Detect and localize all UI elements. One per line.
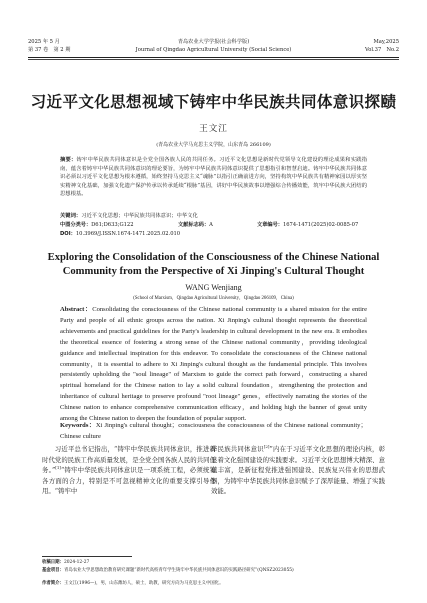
author-name-cn: 王文江 xyxy=(199,124,228,134)
header-volume-en: Vol.37 No.2 xyxy=(364,47,399,53)
clc-code xyxy=(60,222,134,230)
citation-ref-2[interactable]: [2] xyxy=(263,443,270,449)
fund-label: 基金项目： xyxy=(42,568,64,573)
abstract-en-label: Abstract： xyxy=(60,306,93,313)
body-left-text: 习近平总书记指出，“铸牢中华民族共同体意识，推进新时代党的民族工作高质量发展，是全党全国各族人民的共同任务。” xyxy=(42,445,216,475)
keywords-cn xyxy=(60,212,367,220)
footnote-fund xyxy=(42,568,385,575)
author-bio-text: 王文江(1996—)，男，山东潍坊人，硕士，助教，研究方向为马克思主义中国化。 xyxy=(63,581,224,586)
doc-label: 文献标志码： xyxy=(178,222,210,228)
article-title-en: Exploring the Consolidation of the Consciousness of the Chinese National Community from the Perspective of Xi Jinping's Cultural Thought xyxy=(47,252,380,277)
received-date: 2024-12-27 xyxy=(63,560,90,565)
header-volume-cn: 第 37 卷 第 2 期 xyxy=(28,47,71,53)
header-date-en: May,2025 xyxy=(373,39,399,45)
article-title-cn: 习近平文化思想视域下铸牢中华民族共同体意识探赜 xyxy=(30,93,397,111)
keywords-cn-label: 关键词： xyxy=(60,213,82,219)
doi-value[interactable]: 10.3969/J.ISSN.1674-1471.2025.02.010 xyxy=(75,231,181,237)
author-bio-label: 作者简介： xyxy=(42,581,64,586)
abstract-cn xyxy=(60,156,367,199)
footnote-received xyxy=(42,560,385,567)
abstract-cn-text: 铸牢中华民族共同体意识是全党全国各族人民的共同任务。习近平文化思想是新时代党领导文化建设的理论成果和实践指南，蕴含着铸牢中华民族共同体意识的理论要旨，为铸牢中华民族共同体意识提供了思想指引和智慧启迪。铸牢中华民族共同体意识必须以习近平文化思想为根本遵循，始终坚持马克思主义“魂脉”以指引正确前进方向，坚持构筑中华民族共有精神家园以厚实坚实精神文化基础，加强文化遗产保护传承以传承延续“根脉”基因，讲好中华民族故事以增强综合传播效能，筑牢中华民族大团结的思想根基。 xyxy=(60,157,367,198)
header-rule-thin xyxy=(28,59,399,60)
doi-row xyxy=(60,231,367,239)
classification-row xyxy=(60,222,367,230)
affiliation-cn: (青岛农业大学马克思主义学院，山东青岛 266109) xyxy=(156,142,271,148)
keywords-cn-text: 习近平文化思想；中华民族共同体意识；中华文化 xyxy=(81,213,198,219)
keywords-en-text: Xi Jinping's cultural thought；consciousness the consciousness of the Chinese national community；Chinese culture xyxy=(60,422,367,440)
header-journal-cn: 青岛农业大学学报(社会科学版) xyxy=(177,39,250,45)
clc-value: D61;D633;G122 xyxy=(91,222,134,228)
body-column-right xyxy=(211,444,385,497)
doi-label: DOI： xyxy=(60,231,76,237)
document-code xyxy=(178,222,213,230)
header-date-cn: 2025 年 5 月 xyxy=(28,39,60,45)
header-journal-en: Journal of Qingdao Agricultural University (Social Science) xyxy=(135,47,292,53)
journal-header xyxy=(28,38,399,62)
article-label: 文章编号： xyxy=(257,222,283,228)
footnote-divider xyxy=(42,556,132,557)
author-name-en: WANG Wenjiang xyxy=(185,283,242,292)
abstract-cn-label: 摘要： xyxy=(60,157,77,163)
abstract-en xyxy=(60,305,367,425)
keywords-en xyxy=(60,421,367,443)
keywords-en-label: Keywords： xyxy=(60,422,96,429)
footnote-author xyxy=(42,581,385,588)
doc-value: A xyxy=(209,222,213,228)
citation-ref-1[interactable]: [1] xyxy=(55,465,61,471)
body-left-continued: “铸牢中华民族共同体意识是一项系统工程，必须统筹各方面的合力，特别是不可忽视精神文化的重要支撑引导作用。“铸牢中 xyxy=(42,466,216,496)
clc-label: 中图分类号： xyxy=(60,222,92,228)
fund-text: 青岛农业大学思想政治教育研究课题“新时代高校青年学生铸牢中华民族共同体意识的实践路径研究”(QNSZ2023055) xyxy=(63,568,294,573)
received-label: 收稿日期： xyxy=(42,560,64,565)
doi[interactable] xyxy=(60,231,180,239)
abstract-en-text: Consolidating the consciousness of the Chinese national community is a shared mission for the entire Party and people of all ethnic groups across the nation. Xi Jinping's cultural thought represents the theoretical achievements and practical guidelines for the Party's leadership in cultural development in the new era. It embodies the theoretical essence of fostering a strong sense of the Chinese national community，providing ideological guidance and intellectual inspiration for this endeavor. To consolidate the consciousness of the Chinese national community，it is essential to adhere to Xi Jinping's cultural thought as the fundamental principle. This involves persistently upholding the "soul lineage" of Marxism to guide the correct path forward，constructing a shared spiritual homeland for the Chinese nation to lay a solid cultural foundation，strengthening the protection and inheritance of cultural heritage to preserve profound "root lineage" genes，effectively narrating the stories of the Chinese nation to enhance comprehensive communication efficacy，and holding high the banner of great unity among the Chinese nation to deepen the foundation of popular support. xyxy=(60,306,367,423)
body-right-continued: ”内在于习近平文化思想的理论内核，彰显着文化强国建设的实践要求。习近平文化思想博大精深、意蕴丰富，是新征程党推进强国建设、民族复兴伟业的思想武器，为铸牢中华民族共同体意识赋予了深厚能量、增强了实践效能。 xyxy=(211,445,385,496)
body-column-left xyxy=(42,444,216,497)
body-right-text: 华民族共同体意识 xyxy=(211,445,264,453)
header-rule-thick xyxy=(28,57,399,58)
article-value: 1674-1471(2025)02-0085-07 xyxy=(282,222,359,228)
affiliation-en: (School of Marxism，Qingdao Agricultural University，Qingdao 266109，China) xyxy=(133,296,294,301)
article-number xyxy=(257,222,358,230)
